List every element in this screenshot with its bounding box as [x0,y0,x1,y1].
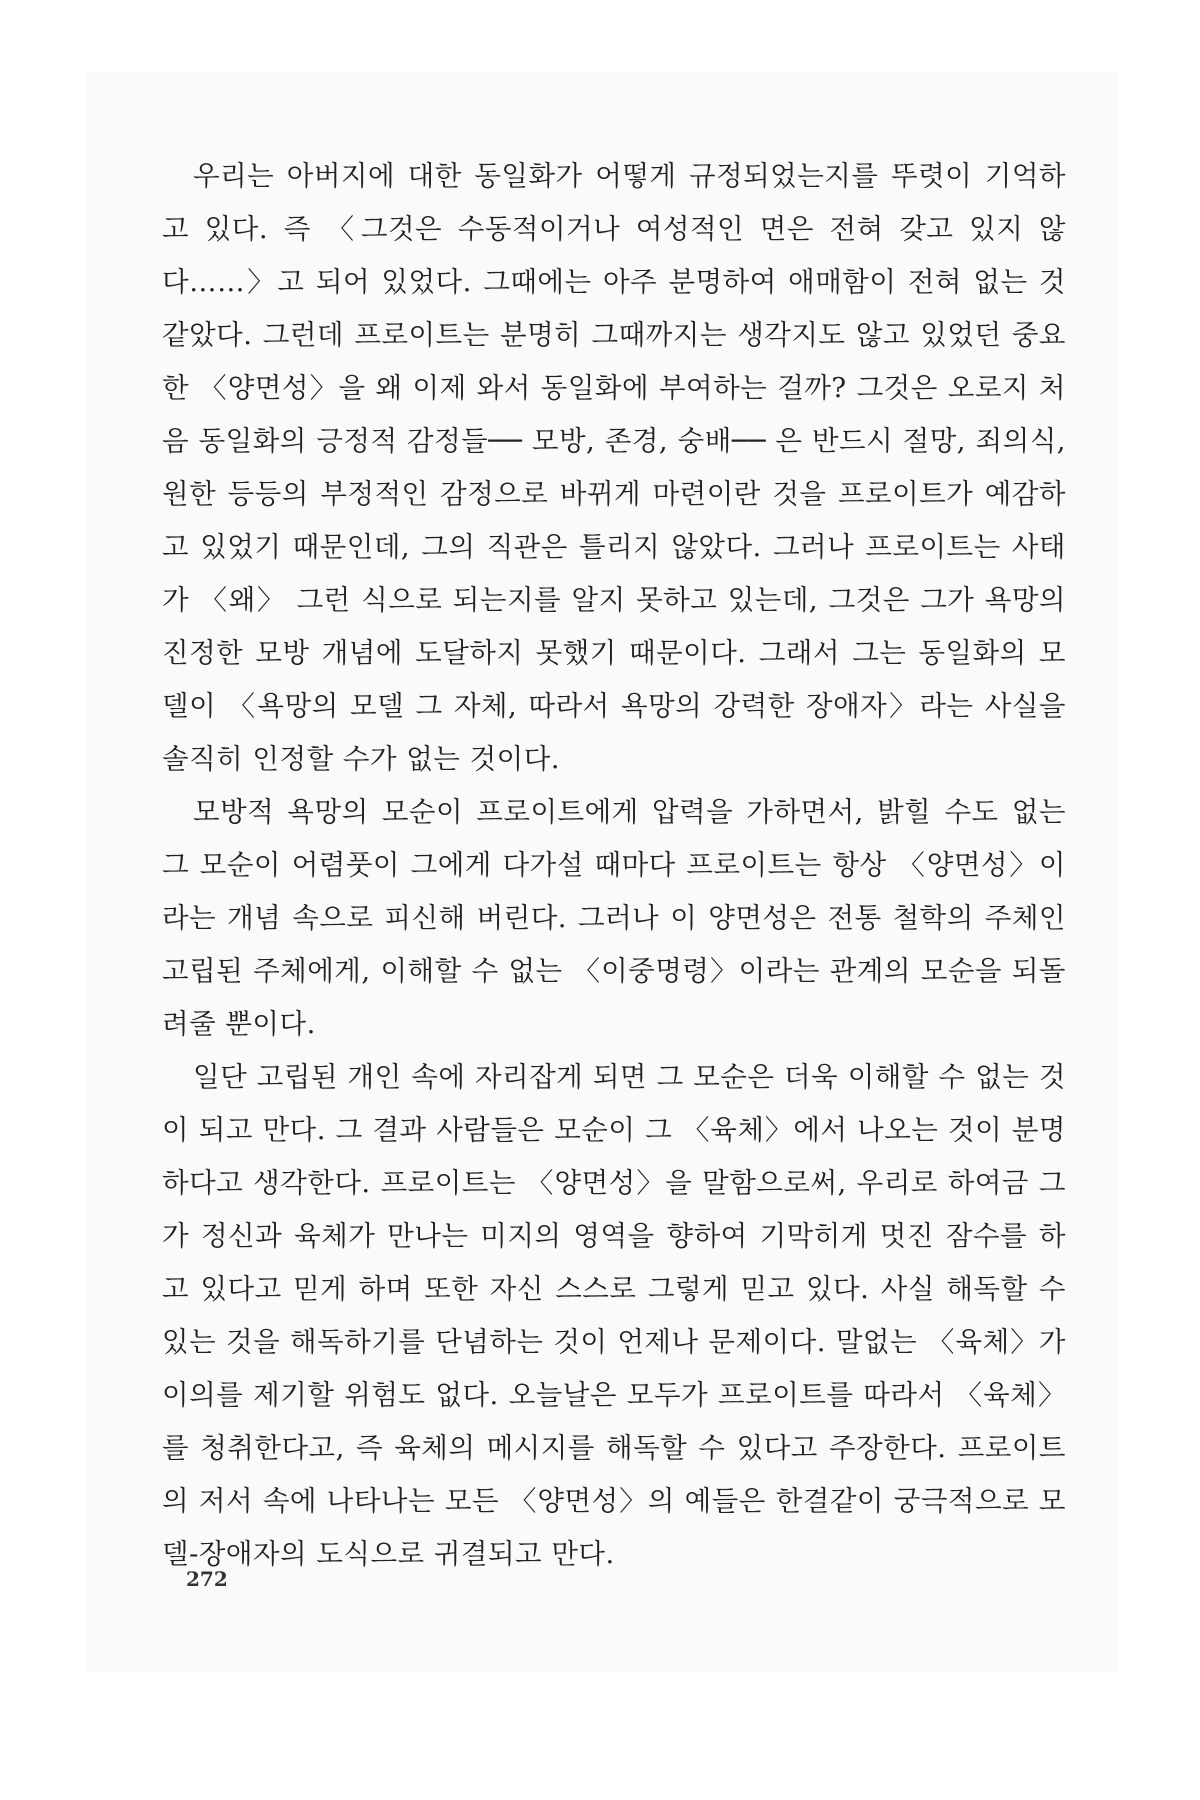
body-text [162,150,1066,1581]
paragraph-1: 우리는 아버지에 대한 동일화가 어떻게 규정되었는지를 뚜렷이 기억하고 있다. 즉 〈그것은 수동적이거나 여성적인 면은 전혀 갖고 있지 않다……〉고 되어 있었다. 그때에는 아주 분명하여 애매함이 전혀 없는 것 같았다. 그런데 프로이트는 분명히 그때까지는 생각지도 않고 있었던 중요한 〈양면성〉을 왜 이제 와서 동일화에 부여하는 걸까? 그것은 오로지 처음 동일화의 긍정적 감정들── 모방, 존경, 숭배── 은 반드시 절망, 죄의식, 원한 등등의 부정적인 감정으로 바뀌게 마련이란 것을 프로이트가 예감하고 있었기 때문인데, 그의 직관은 틀리지 않았다. 그러나 프로이트는 사태가 〈왜〉 그런 식으로 되는지를 알지 못하고 있는데, 그것은 그가 욕망의 진정한 모방 개념에 도달하지 못했기 때문이다. 그래서 그는 동일화의 모델이 〈욕망의 모델 그 자체, 따라서 욕망의 강력한 장애자〉라는 사실을 솔직히 인정할 수가 없는 것이다. [162,160,1067,775]
paragraph-2: 모방적 욕망의 모순이 프로이트에게 압력을 가하면서, 밝힐 수도 없는 그 모순이 어렴풋이 그에게 다가설 때마다 프로이트는 항상 〈양면성〉이라는 개념 속으로 피신해 버린다. 그러나 이 양면성은 전통 철학의 주체인 고립된 주체에게, 이해할 수 없는 〈이중명령〉이라는 관계의 모순을 되돌려줄 뿐이다. [162,796,1066,1040]
page-number: 272 [186,1567,228,1591]
paragraph-3: 일단 고립된 개인 속에 자리잡게 되면 그 모순은 더욱 이해할 수 없는 것이 되고 만다. 그 결과 사람들은 모순이 그 〈육체〉에서 나오는 것이 분명하다고 생각한다. 프로이트는 〈양면성〉을 말함으로써, 우리로 하여금 그가 정신과 육체가 만나는 미지의 영역을 향하여 기막히게 멋진 잠수를 하고 있다고 믿게 하며 또한 자신 스스로 그렇게 믿고 있다. 사실 해독할 수 있는 것을 해독하기를 단념하는 것이 언제나 문제이다. 말없는 〈육체〉가 이의를 제기할 위험도 없다. 오늘날은 모두가 프로이트를 따라서 〈육체〉를 청취한다고, 즉 육체의 메시지를 해독할 수 있다고 주장한다. 프로이트의 저서 속에 나타나는 모든 〈양면성〉의 예들은 한결같이 궁극적으로 모델-장애자의 도식으로 귀결되고 만다. [162,1061,1066,1570]
